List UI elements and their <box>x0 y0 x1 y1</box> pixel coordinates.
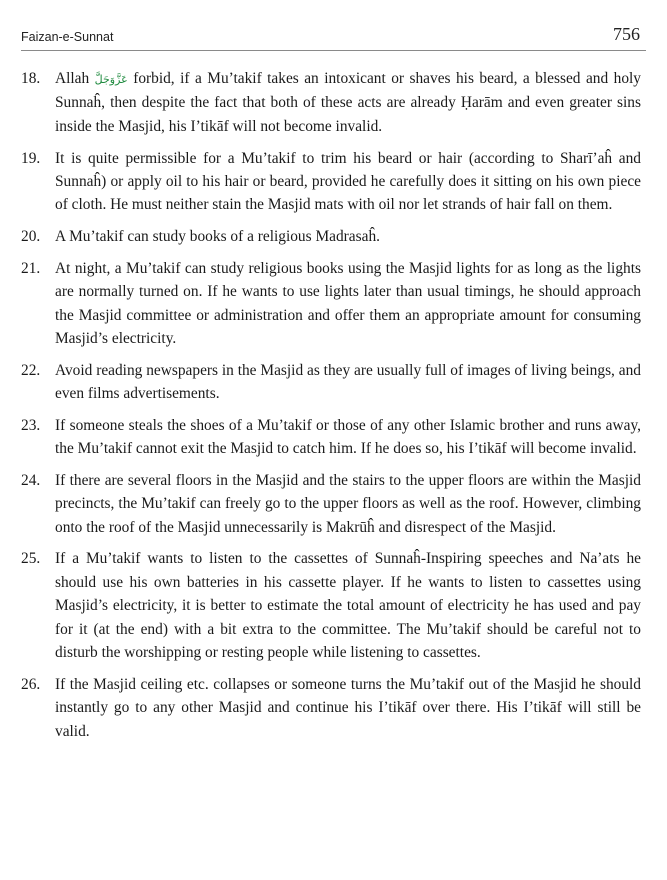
item-text <box>55 67 641 138</box>
item-text: Avoid reading newspapers in the Masjid as they are usually full of images of living beings, and even films advertisements. <box>55 361 641 403</box>
arabic-honorific: عَزَّوَجَلَّ <box>94 73 128 86</box>
book-title: Faizan-e-Sunnat <box>21 30 114 44</box>
list-item <box>21 147 641 217</box>
item-text: A Mu’takif can study books of a religious Madrasaĥ. <box>55 228 380 246</box>
item-number: 22. <box>21 361 41 379</box>
item-text-rest: forbid, if a Mu’takif takes an intoxicant or shaves his beard, a blessed and holy Sunnaĥ, then despite the fact that both of these acts are already Ḥarām and even greater sins inside the Masjid, his I’tikāf will not become invalid. <box>55 70 641 135</box>
list-item <box>21 257 641 351</box>
list-item <box>21 359 641 406</box>
item-text-lead: Allah <box>55 70 95 87</box>
item-text: If the Masjid ceiling etc. collapses or someone turns the Mu’takif out of the Masjid he should instantly go to any other Masjid and continue his I’tikāf over there. His I’tikāf will still be valid. <box>55 675 641 740</box>
page-number: 756 <box>613 24 640 44</box>
item-number: 26. <box>21 675 41 693</box>
numbered-list <box>21 67 641 751</box>
list-item <box>21 673 641 743</box>
list-item <box>21 469 641 539</box>
item-number: 21. <box>21 259 41 277</box>
item-text: At night, a Mu’takif can study religious books using the Masjid lights for as long as the lights are normally turned on. If he wants to use lights later than usual timings, he should approach the Masjid committee or administration and offer them an appropriate amount for consuming Masjid’s electricity. <box>55 259 641 347</box>
running-header <box>21 24 646 51</box>
list-item <box>21 414 641 461</box>
item-number: 24. <box>21 471 41 489</box>
list-item <box>21 547 641 664</box>
list-item <box>21 225 641 248</box>
item-number: 19. <box>21 149 41 167</box>
item-text: It is quite permissible for a Mu’takif to trim his beard or hair (according to Sharī’aĥ and Sunnaĥ) or apply oil to his hair or beard, provided he carefully does it sitting on his own piece of cloth. He must neither stain the Masjid mats with oil nor let strands of hair fall on them. <box>55 149 641 214</box>
list-item <box>21 67 641 138</box>
item-text: If someone steals the shoes of a Mu’takif or those of any other Islamic brother and runs away, the Mu’takif cannot exit the Masjid to catch him. If he does so, his I’tikāf will become invalid. <box>55 416 641 458</box>
item-number: 18. <box>21 70 41 87</box>
item-number: 23. <box>21 416 41 434</box>
item-number: 20. <box>21 228 41 246</box>
item-text: If a Mu’takif wants to listen to the cassettes of Sunnaĥ-Inspiring speeches and Na’ats he should use his own batteries in his cassette player. If he wants to listen to cassettes using Masjid’s electricity, it is better to estimate the total amount of electricity he has used and pay for it (at the end) with a bit extra to the committee. The Mu’takif should be careful not to disturb the worshipping or resting people while listening to cassettes. <box>55 550 641 662</box>
item-text: If there are several floors in the Masjid and the stairs to the upper floors are within the Masjid precincts, the Mu’takif can freely go to the upper floors as well as the roof. However, climbing onto the roof of the Masjid unnecessarily is Makrūĥ and disrespect of the Masjid. <box>55 471 641 536</box>
item-number: 25. <box>21 550 41 568</box>
